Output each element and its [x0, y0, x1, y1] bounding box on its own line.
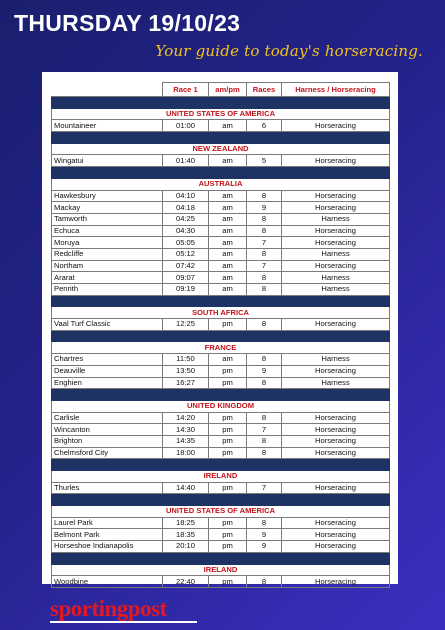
country-heading: UNITED STATES OF AMERICA [52, 506, 390, 518]
table-row [52, 248, 390, 260]
race-schedule-table [51, 82, 390, 588]
table-row [52, 284, 390, 296]
race-schedule-body [52, 83, 390, 588]
table-row [52, 155, 390, 167]
column-header: Races [247, 83, 282, 97]
section-divider [52, 459, 390, 471]
table-row [52, 190, 390, 202]
venue-cell: Carlisle [52, 412, 163, 424]
races-count-cell: 8 [247, 517, 282, 529]
ampm-cell: am [209, 190, 247, 202]
race1-time-cell: 13:50 [163, 365, 209, 377]
ampm-cell: pm [209, 529, 247, 541]
race1-time-cell: 04:25 [163, 213, 209, 225]
race-type-cell: Horseracing [282, 190, 390, 202]
race-type-cell: Harness [282, 377, 390, 389]
country-heading-row [52, 143, 390, 155]
race1-time-cell: 04:10 [163, 190, 209, 202]
ampm-cell: am [209, 155, 247, 167]
table-row [52, 213, 390, 225]
country-heading-row [52, 506, 390, 518]
section-divider [52, 132, 390, 144]
ampm-cell: am [209, 272, 247, 284]
race-type-cell: Harness [282, 213, 390, 225]
race1-time-cell: 09:07 [163, 272, 209, 284]
ampm-cell: pm [209, 517, 247, 529]
column-header: Race 1 [163, 83, 209, 97]
venue-cell: Hawkesbury [52, 190, 163, 202]
section-divider [52, 167, 390, 179]
table-row [52, 424, 390, 436]
page-subtitle: Your guide to today's horseracing. [155, 42, 423, 60]
venue-cell: Wincanton [52, 424, 163, 436]
country-heading-row [52, 307, 390, 319]
race1-time-cell: 14:40 [163, 482, 209, 494]
race1-time-cell: 04:30 [163, 225, 209, 237]
race1-time-cell: 05:12 [163, 248, 209, 260]
race1-time-cell: 07:42 [163, 260, 209, 272]
race-type-cell: Horseracing [282, 155, 390, 167]
venue-cell: Enghien [52, 377, 163, 389]
races-count-cell: 8 [247, 248, 282, 260]
section-divider-cell [52, 330, 390, 342]
venue-cell: Thurles [52, 482, 163, 494]
section-divider [52, 97, 390, 109]
section-divider-cell [52, 459, 390, 471]
race-schedule-table-wrap [51, 82, 389, 588]
race1-time-cell: 09:19 [163, 284, 209, 296]
country-heading: AUSTRALIA [52, 178, 390, 190]
races-count-cell: 8 [247, 190, 282, 202]
country-heading-row [52, 178, 390, 190]
races-count-cell: 9 [247, 541, 282, 553]
race1-time-cell: 22:40 [163, 576, 209, 588]
column-header: am/pm [209, 83, 247, 97]
race-type-cell: Horseracing [282, 319, 390, 331]
ampm-cell: pm [209, 435, 247, 447]
table-row [52, 529, 390, 541]
race-type-cell: Horseracing [282, 237, 390, 249]
venue-cell: Deauville [52, 365, 163, 377]
races-count-cell: 8 [247, 354, 282, 366]
race-type-cell: Harness [282, 248, 390, 260]
column-header [52, 83, 163, 97]
race-type-cell: Horseracing [282, 529, 390, 541]
venue-cell: Chartres [52, 354, 163, 366]
ampm-cell: pm [209, 319, 247, 331]
venue-cell: Penrith [52, 284, 163, 296]
races-count-cell: 8 [247, 576, 282, 588]
race1-time-cell: 18:00 [163, 447, 209, 459]
venue-cell: Chelmsford City [52, 447, 163, 459]
table-row [52, 517, 390, 529]
country-heading-row [52, 108, 390, 120]
races-count-cell: 8 [247, 284, 282, 296]
section-divider-cell [52, 167, 390, 179]
venue-cell: Vaal Turf Classic [52, 319, 163, 331]
ampm-cell: pm [209, 377, 247, 389]
ampm-cell: am [209, 225, 247, 237]
section-divider-cell [52, 552, 390, 564]
ampm-cell: am [209, 237, 247, 249]
table-row [52, 482, 390, 494]
races-count-cell: 8 [247, 272, 282, 284]
races-count-cell: 8 [247, 213, 282, 225]
section-divider-cell [52, 132, 390, 144]
table-row [52, 541, 390, 553]
race1-time-cell: 16:27 [163, 377, 209, 389]
table-row [52, 576, 390, 588]
section-divider-cell [52, 295, 390, 307]
section-divider [52, 389, 390, 401]
races-count-cell: 9 [247, 202, 282, 214]
venue-cell: Woodbine [52, 576, 163, 588]
table-row [52, 319, 390, 331]
races-count-cell: 8 [247, 377, 282, 389]
table-row [52, 447, 390, 459]
race-type-cell: Horseracing [282, 202, 390, 214]
race-type-cell: Horseracing [282, 576, 390, 588]
country-heading: SOUTH AFRICA [52, 307, 390, 319]
races-count-cell: 5 [247, 155, 282, 167]
venue-cell: Mountaineer [52, 120, 163, 132]
section-divider [52, 552, 390, 564]
venue-cell: Horseshoe Indianapolis [52, 541, 163, 553]
country-heading: FRANCE [52, 342, 390, 354]
ampm-cell: pm [209, 482, 247, 494]
race1-time-cell: 12:25 [163, 319, 209, 331]
venue-cell: Brighton [52, 435, 163, 447]
races-count-cell: 8 [247, 447, 282, 459]
table-row [52, 260, 390, 272]
ampm-cell: pm [209, 447, 247, 459]
ampm-cell: am [209, 213, 247, 225]
table-row [52, 377, 390, 389]
venue-cell: Echuca [52, 225, 163, 237]
race1-time-cell: 14:20 [163, 412, 209, 424]
race1-time-cell: 20:10 [163, 541, 209, 553]
race1-time-cell: 18:35 [163, 529, 209, 541]
table-row [52, 365, 390, 377]
ampm-cell: am [209, 260, 247, 272]
race1-time-cell: 05:05 [163, 237, 209, 249]
table-row [52, 225, 390, 237]
races-count-cell: 9 [247, 365, 282, 377]
race-type-cell: Horseracing [282, 447, 390, 459]
ampm-cell: am [209, 248, 247, 260]
venue-cell: Ararat [52, 272, 163, 284]
country-heading: UNITED STATES OF AMERICA [52, 108, 390, 120]
logo-underline [50, 621, 197, 623]
page-title: THURSDAY 19/10/23 [14, 10, 241, 36]
country-heading-row [52, 564, 390, 576]
race1-time-cell: 04:18 [163, 202, 209, 214]
races-count-cell: 7 [247, 424, 282, 436]
race-type-cell: Horseracing [282, 435, 390, 447]
ampm-cell: am [209, 120, 247, 132]
race-type-cell: Horseracing [282, 517, 390, 529]
country-heading-row [52, 471, 390, 483]
table-row [52, 412, 390, 424]
races-count-cell: 7 [247, 237, 282, 249]
logo-text: sportingpost [50, 596, 167, 621]
section-divider [52, 494, 390, 506]
sportingpost-logo [50, 596, 167, 622]
races-count-cell: 8 [247, 412, 282, 424]
ampm-cell: am [209, 284, 247, 296]
table-row [52, 272, 390, 284]
race-type-cell: Horseracing [282, 260, 390, 272]
table-row [52, 237, 390, 249]
section-divider-cell [52, 97, 390, 109]
venue-cell: Redcliffe [52, 248, 163, 260]
section-divider-cell [52, 389, 390, 401]
races-count-cell: 7 [247, 260, 282, 272]
race-type-cell: Harness [282, 284, 390, 296]
section-divider [52, 295, 390, 307]
venue-cell: Mackay [52, 202, 163, 214]
venue-cell: Wingatui [52, 155, 163, 167]
ampm-cell: pm [209, 424, 247, 436]
race1-time-cell: 01:00 [163, 120, 209, 132]
races-count-cell: 7 [247, 482, 282, 494]
table-header-row [52, 83, 390, 97]
table-row [52, 354, 390, 366]
race-type-cell: Harness [282, 354, 390, 366]
section-divider-cell [52, 494, 390, 506]
race-type-cell: Horseracing [282, 541, 390, 553]
race-type-cell: Horseracing [282, 225, 390, 237]
ampm-cell: pm [209, 576, 247, 588]
table-row [52, 435, 390, 447]
races-count-cell: 6 [247, 120, 282, 132]
race1-time-cell: 11:50 [163, 354, 209, 366]
venue-cell: Belmont Park [52, 529, 163, 541]
race-type-cell: Horseracing [282, 424, 390, 436]
column-header: Harness / Horseracing [282, 83, 390, 97]
venue-cell: Moruya [52, 237, 163, 249]
ampm-cell: pm [209, 412, 247, 424]
venue-cell: Tamworth [52, 213, 163, 225]
country-heading: IRELAND [52, 564, 390, 576]
table-row [52, 202, 390, 214]
ampm-cell: am [209, 354, 247, 366]
ampm-cell: am [209, 202, 247, 214]
ampm-cell: pm [209, 541, 247, 553]
race-schedule-sheet [42, 72, 398, 584]
country-heading: IRELAND [52, 471, 390, 483]
race1-time-cell: 18:25 [163, 517, 209, 529]
section-divider [52, 330, 390, 342]
races-count-cell: 8 [247, 225, 282, 237]
venue-cell: Laurel Park [52, 517, 163, 529]
ampm-cell: pm [209, 365, 247, 377]
country-heading: NEW ZEALAND [52, 143, 390, 155]
country-heading: UNITED KINGDOM [52, 400, 390, 412]
race-type-cell: Horseracing [282, 482, 390, 494]
races-count-cell: 9 [247, 529, 282, 541]
country-heading-row [52, 400, 390, 412]
race1-time-cell: 14:30 [163, 424, 209, 436]
races-count-cell: 8 [247, 435, 282, 447]
races-count-cell: 8 [247, 319, 282, 331]
race-type-cell: Horseracing [282, 412, 390, 424]
race1-time-cell: 14:35 [163, 435, 209, 447]
race-type-cell: Harness [282, 272, 390, 284]
table-row [52, 120, 390, 132]
venue-cell: Northam [52, 260, 163, 272]
country-heading-row [52, 342, 390, 354]
race-type-cell: Horseracing [282, 365, 390, 377]
race-type-cell: Horseracing [282, 120, 390, 132]
race1-time-cell: 01:40 [163, 155, 209, 167]
